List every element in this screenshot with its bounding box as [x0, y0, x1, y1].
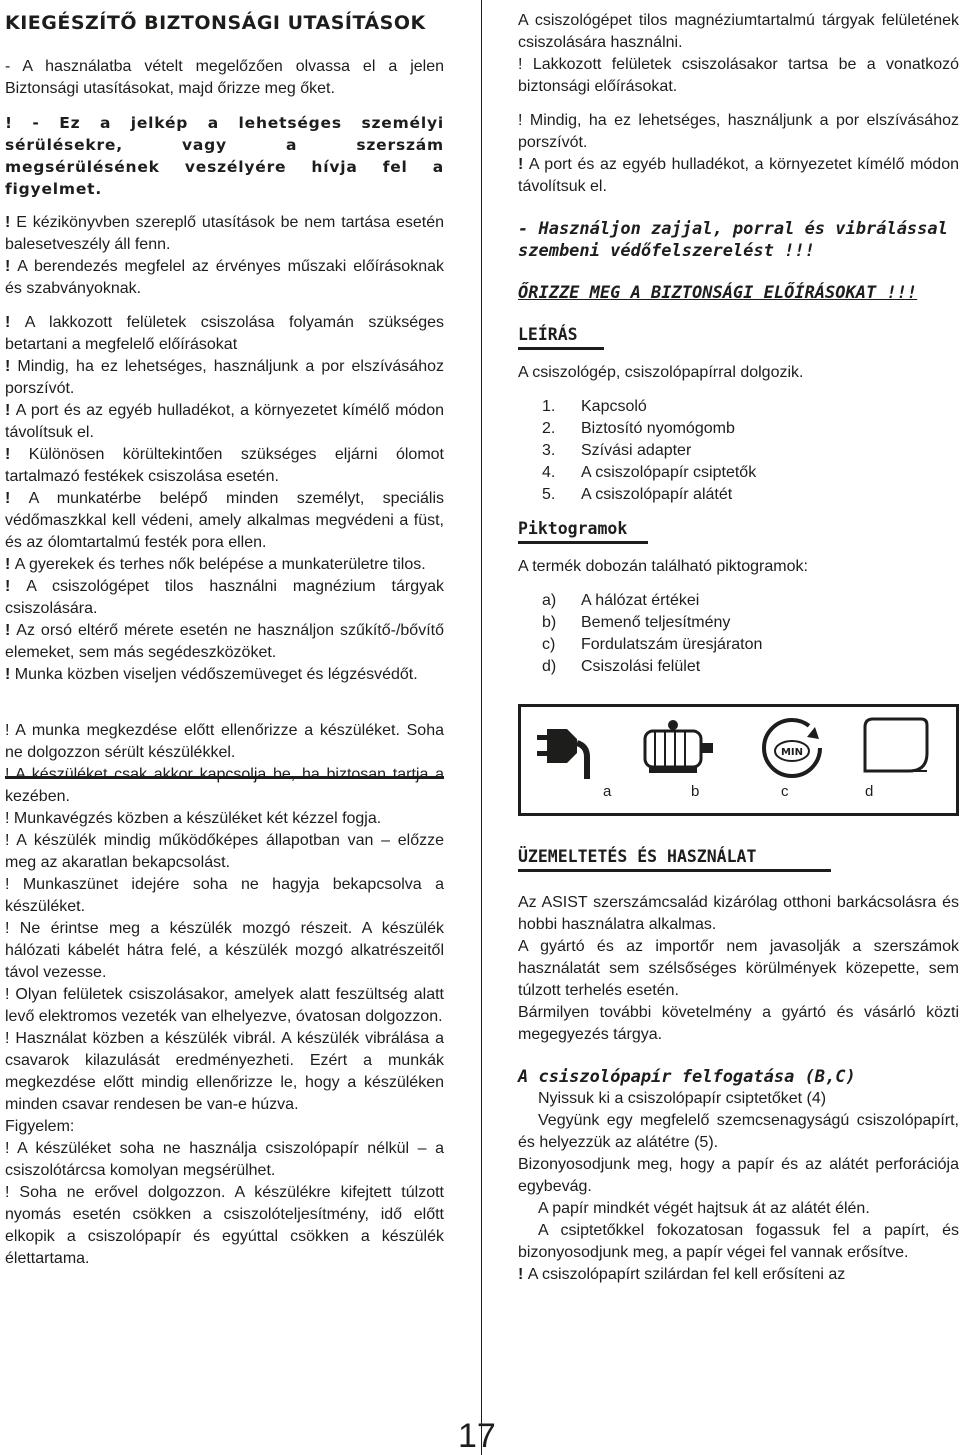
pictogram-label-b: b — [691, 783, 700, 800]
pictograms-text: A termék dobozán található piktogramok: — [518, 558, 808, 575]
operation-text: Az ASIST szerszámcsalád kizárólag otthoni barkácsolásra és hobbi használatra alkalmas. — [518, 894, 959, 933]
protective-gear-warning: - Használjon zajjal, porral és vibrálással szembeni védőfelszerelést !!! — [518, 219, 948, 261]
rule-item: ! Különösen körültekintően szükséges eljárni ólomot tartalmazó festékek csiszolása esetén. — [5, 446, 444, 485]
plug-icon — [533, 713, 603, 783]
rule-item: ! Mindig, ha ez lehetséges, használjunk a por elszívásához porszívót. — [5, 358, 444, 397]
rule-item: ! Munka közben viseljen védőszemüveget és légzésvédőt. — [5, 666, 418, 683]
pictogram-label-d: d — [865, 783, 874, 800]
list-item: 3. Szívási adapter — [542, 442, 692, 459]
page-number: 17 — [458, 1417, 496, 1455]
description-heading: LEÍRÁS — [518, 324, 604, 350]
paper-step: A csiptetőkkel fokozatosan fogassuk fel a papírt, és bizonyosodjunk meg, a papír végei fel vannak erősítve. — [518, 1222, 959, 1261]
keep-instructions-heading: ŐRIZZE MEG A BIZTONSÁGI ELŐÍRÁSOKAT !!! — [518, 283, 918, 303]
exclamation-icon: ! — [518, 156, 529, 173]
paper-step: A papír mindkét végét hajtsuk át az alátét élén. — [538, 1200, 870, 1217]
exclamation-icon: ! — [5, 258, 18, 275]
column-divider — [481, 0, 482, 1455]
paper-step: Vegyünk egy megfelelő szemcsenagyságú csiszolópapírt, és helyezzük az alátétre (5). — [518, 1112, 959, 1151]
operation-text: Bármilyen további követelmény a gyártó és vásárló közti megegyezés tárgya. — [518, 1004, 959, 1043]
exclamation-icon: ! — [5, 402, 16, 419]
list-item: 4. A csiszolópapír csiptetők — [542, 464, 757, 481]
parts-list — [542, 396, 959, 506]
exclamation-icon: ! — [5, 622, 17, 639]
rule-item: ! Olyan felületek csiszolásakor, amelyek alatt feszültség alatt levő elektromos vezeték van elhelyezve, óvatosan dolgozzon. — [5, 986, 444, 1025]
pictograms-heading: Piktogramok — [518, 518, 648, 544]
rule-item: ! A lakkozott felületek csiszolása folyamán szükséges betartani a megfelelő előírásokat — [5, 314, 444, 353]
rule-item: ! Munkavégzés közben a készüléket két kézzel fogja. — [5, 810, 382, 827]
min-label: MIN — [780, 747, 804, 758]
continued-text: ! Lakkozott felületek csiszolásakor tartsa be a vonatkozó biztonsági előírásokat. — [518, 56, 959, 95]
intro-text: - A használatba vételt megelőzően olvassa el a jelen Biztonsági utasításokat, majd őrizze meg őket. — [5, 58, 444, 97]
rule-item: ! E kézikönyvben szereplő utasítások be nem tartása esetén balesetveszély áll fenn. — [5, 214, 445, 253]
exclamation-icon: ! — [5, 446, 29, 463]
exclamation-icon: ! — [5, 214, 17, 231]
paper-step: ! A csiszolópapírt szilárdan fel kell erősíteni az — [518, 1266, 846, 1283]
list-item: a) A hálózat értékei — [542, 592, 700, 609]
rule-item: ! A gyerekek és terhes nők belépése a munkaterületre tilos. — [5, 556, 426, 573]
rule-item: ! Munkaszünet idejére soha ne hagyja bekapcsolva a készüléket. — [5, 876, 444, 915]
exclamation-icon: ! — [5, 314, 25, 331]
operation-text: A gyártó és az importőr nem javasolják a szerszámok használatát sem szélsőséges körülmények közepette, sem túlzott terhelés esetén. — [518, 938, 959, 999]
paper-attach-heading: A csiszolópapír felfogatása (B,C) — [518, 1067, 856, 1087]
pictograms-list — [542, 590, 959, 678]
page-title: KIEGÉSZÍTŐ BIZTONSÁGI UTASÍTÁSOK — [5, 12, 426, 34]
list-item: 1. Kapcsoló — [542, 398, 647, 415]
pictogram-label-c: c — [781, 783, 789, 800]
exclamation-icon: ! — [518, 1266, 528, 1283]
operation-heading: ÜZEMELTETÉS ÉS HASZNÁLAT — [518, 846, 831, 872]
right-column — [518, 10, 959, 1286]
list-item: 5. A csiszolópapír alátét — [542, 486, 733, 503]
paper-step: Bizonyosodjunk meg, hogy a papír és az alátét perforációja egybevág. — [518, 1156, 959, 1195]
exclamation-icon: ! — [5, 114, 33, 132]
pictogram-box — [518, 704, 959, 816]
rule-item: ! Ne érintse meg a készülék mozgó részeit. A készülék hálózati kábelét hátra felé, a készülék mozgó alkatrészeitől távol vezesse. — [5, 920, 444, 981]
attention-label: Figyelem: — [5, 1118, 75, 1135]
rule-item: ! A munkatérbe belépő minden személyt, speciális védőmaszkkal kell védeni, amely alkalmas megvédeni a füst, és az ólomtartalmú festék pora ellen. — [5, 490, 444, 551]
rule-item: ! Az orsó eltérő mérete esetén ne használjon szűkítő-/bővítő elemeket, sem más segédeszközöket. — [5, 622, 444, 661]
description-text: A csiszológép, csiszolópapírral dolgozik. — [518, 364, 804, 381]
list-item: d) Csiszolási felület — [542, 658, 701, 675]
speed-icon — [757, 713, 827, 783]
rule-item: ! A berendezés megfelel az érvényes műszaki előírásoknak és szabványoknak. — [5, 258, 444, 297]
continued-text: ! A port és az egyéb hulladékot, a környezetet kímélő módon távolítsuk el. — [518, 156, 959, 195]
exclamation-icon: ! — [5, 666, 15, 683]
exclamation-icon: ! — [5, 358, 18, 375]
paper-step: Nyissuk ki a csiszolópapír csiptetőket (4) — [538, 1090, 827, 1107]
rule-item: ! A munka megkezdése előtt ellenőrizze a készüléket. Soha ne dolgozzon sérült készülékkel. — [5, 722, 444, 761]
rule-item: ! A csiszológépet tilos használni magnézium tárgyak csiszolására. — [5, 578, 444, 617]
exclamation-icon: ! — [5, 556, 15, 573]
left-column — [5, 10, 444, 1270]
list-item: 2. Biztosító nyomógomb — [542, 420, 735, 437]
rule-item: ! Használat közben a készülék vibrál. A készülék vibrálása a csavarok kilazulását eredményezheti. Ezért a munkák megkezdése előtt mindig ellenőrizze le, hogy a készüléken minden csavar rendesen be van-e húzva. — [5, 1030, 444, 1113]
continued-text: A csiszológépet tilos magnéziumtartalmú tárgyak felületének csiszolására használni. — [518, 12, 959, 51]
continued-text: ! Mindig, ha ez lehetséges, használjunk a por elszívásához porszívót. — [518, 112, 959, 151]
list-item: b) Bemenő teljesítmény — [542, 614, 731, 631]
rule-item: ! A készülék mindig működőképes állapotban van – előzze meg az akaratlan bekapcsolást. — [5, 832, 444, 871]
exclamation-icon: ! — [5, 578, 27, 595]
list-item: c) Fordulatszám üresjáraton — [542, 636, 763, 653]
sanding-surface-icon — [855, 713, 935, 783]
rule-item: ! A port és az egyéb hulladékot, a környezetet kímélő módon távolítsuk el. — [5, 402, 444, 441]
rule-item: ! Soha ne erővel dolgozzon. A készülékre kifejtett túlzott nyomás esetén csökken a csiszolóteljesítmény, idő előtt elkopik a csiszolópapír és egyúttal csökken a készülék élettartama. — [5, 1184, 444, 1267]
warning-symbol-text: ! - Ez a jelkép a lehetséges személyi sérülésekre, vagy a szerszám megsérülésének veszélyére hívja fel a figyelmet. — [5, 114, 444, 198]
rule-item: ! A készüléket soha ne használja csiszolópapír nélkül – a csiszolótárcsa komolyan megsérülhet. — [5, 1140, 444, 1179]
motor-icon — [639, 713, 719, 783]
rule-item: ! A készüléket csak akkor kapcsolja be, ha biztosan tartja a kezében. — [5, 766, 444, 805]
exclamation-icon: ! — [5, 490, 29, 507]
pictogram-label-a: a — [603, 783, 612, 800]
